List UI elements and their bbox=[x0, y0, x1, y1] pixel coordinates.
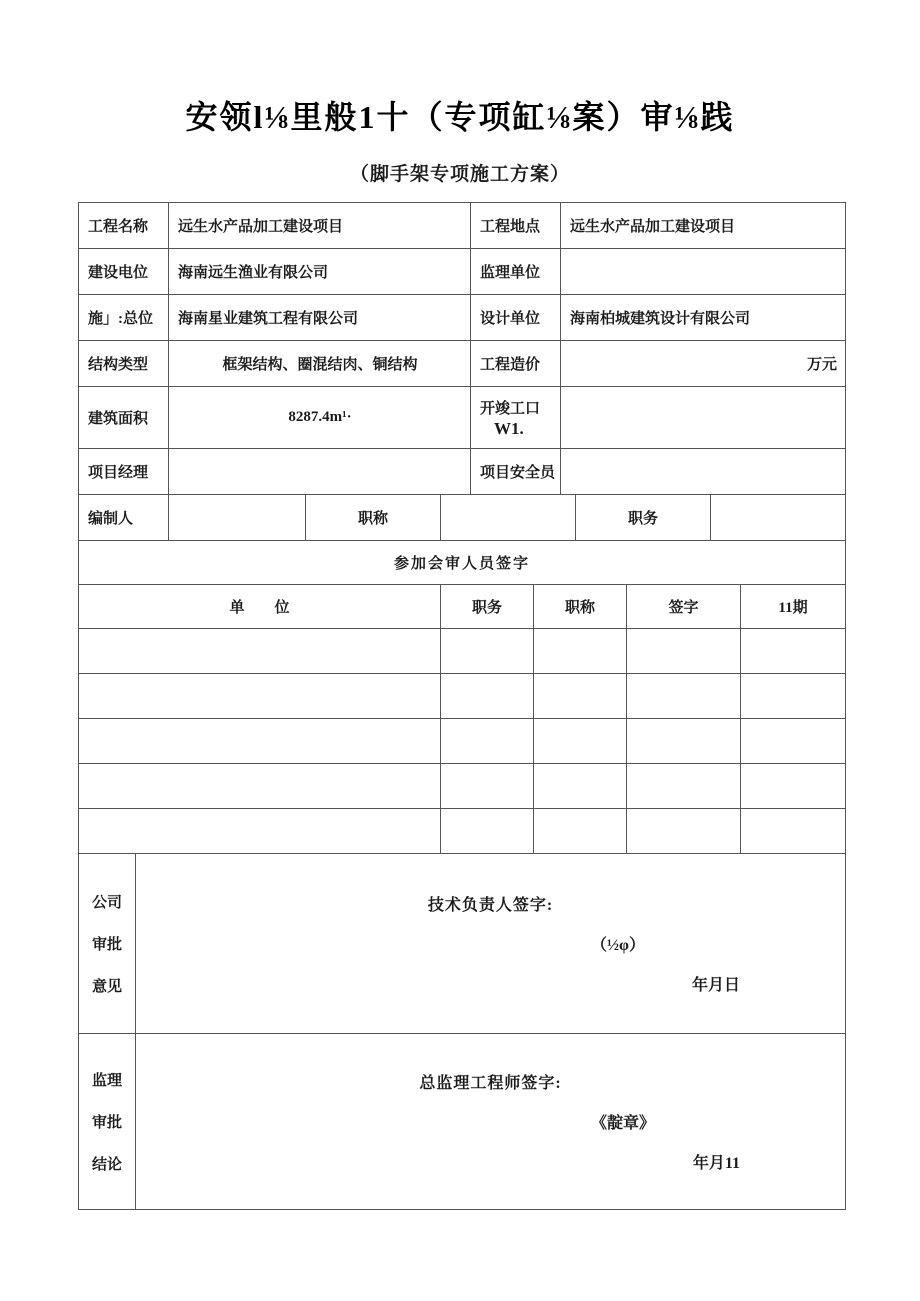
signer-date-cell bbox=[741, 674, 846, 719]
field-value-project-location: 远生水产品加工建设项目 bbox=[561, 203, 846, 249]
signer-duty-cell bbox=[441, 674, 534, 719]
supervisor-seal-placeholder: 《靛章》 bbox=[591, 1115, 656, 1133]
field-label-owner: 建设电位 bbox=[79, 249, 169, 295]
signers-section-title: 参加会审人员签字 bbox=[79, 541, 846, 585]
field-value-supervision-unit bbox=[561, 249, 846, 295]
signer-signature-cell bbox=[627, 809, 741, 854]
field-value-duty bbox=[711, 495, 846, 541]
signer-title-cell bbox=[534, 764, 627, 809]
column-header-unit: 单 位 bbox=[79, 585, 441, 629]
column-header-duty: 职务 bbox=[441, 585, 534, 629]
table-row bbox=[79, 541, 846, 585]
signer-signature-cell bbox=[627, 674, 741, 719]
label-line: 审批 bbox=[91, 1115, 122, 1132]
field-label-structure-type: 结构类型 bbox=[79, 341, 169, 387]
field-value-safety-officer bbox=[561, 449, 846, 495]
table-row bbox=[79, 249, 846, 295]
signer-row bbox=[79, 629, 846, 674]
field-value-title bbox=[441, 495, 576, 541]
field-label-project-cost: 工程造价 bbox=[471, 341, 561, 387]
signer-duty-cell bbox=[441, 809, 534, 854]
field-label-supervision-unit: 监理单位 bbox=[471, 249, 561, 295]
field-label-project-manager: 项目经理 bbox=[79, 449, 169, 495]
field-label-project-location: 工程地点 bbox=[471, 203, 561, 249]
signer-duty-cell bbox=[441, 764, 534, 809]
supervisor-conclusion-stack bbox=[136, 1070, 845, 1173]
signer-date-cell bbox=[741, 764, 846, 809]
signer-title-cell bbox=[534, 719, 627, 764]
company-approval-table bbox=[78, 853, 846, 1034]
company-approval-content bbox=[136, 854, 846, 1034]
field-label-contractor: 施」:总位 bbox=[79, 295, 169, 341]
table-row bbox=[79, 449, 846, 495]
signer-title-cell bbox=[534, 809, 627, 854]
field-value-project-cost: 万元 bbox=[561, 341, 846, 387]
signer-signature-cell bbox=[627, 629, 741, 674]
project-info-table bbox=[78, 202, 846, 495]
field-value-contractor: 海南星业建筑工程有限公司 bbox=[169, 295, 471, 341]
label-line: 公司 bbox=[91, 895, 122, 912]
label-line: 审批 bbox=[91, 937, 122, 954]
company-approval-label bbox=[79, 854, 136, 1034]
company-approval-stack bbox=[136, 892, 845, 995]
signers-table bbox=[78, 584, 846, 854]
signer-row bbox=[79, 674, 846, 719]
signer-duty-cell bbox=[441, 719, 534, 764]
signer-unit-cell bbox=[79, 674, 441, 719]
table-row bbox=[79, 495, 846, 541]
table-row bbox=[79, 387, 846, 449]
signer-row bbox=[79, 809, 846, 854]
column-header-signature: 签字 bbox=[627, 585, 741, 629]
field-label-project-name: 工程名称 bbox=[79, 203, 169, 249]
table-row bbox=[79, 854, 846, 1034]
field-value-owner: 海南远生渔业有限公司 bbox=[169, 249, 471, 295]
supervisor-conclusion-table bbox=[78, 1033, 846, 1210]
supervisor-conclusion-label bbox=[79, 1034, 136, 1210]
technical-director-signature-label: 技术负责人签字: bbox=[427, 897, 554, 915]
signer-row bbox=[79, 764, 846, 809]
compiler-table bbox=[78, 494, 846, 541]
field-value-design-unit: 海南柏城建筑设计有限公司 bbox=[561, 295, 846, 341]
field-label-safety-officer: 项目安全员 bbox=[471, 449, 561, 495]
signer-duty-cell bbox=[441, 629, 534, 674]
company-date-placeholder: 年月日 bbox=[691, 977, 740, 995]
signer-date-cell bbox=[741, 629, 846, 674]
table-row bbox=[79, 1034, 846, 1210]
signer-signature-cell bbox=[627, 764, 741, 809]
signer-unit-cell bbox=[79, 809, 441, 854]
field-label-start-finish-date bbox=[471, 387, 561, 449]
field-label-duty: 职务 bbox=[576, 495, 711, 541]
signer-unit-cell bbox=[79, 719, 441, 764]
supervisor-conclusion-content bbox=[136, 1034, 846, 1210]
signer-signature-cell bbox=[627, 719, 741, 764]
signer-title-cell bbox=[534, 674, 627, 719]
label-line: 监理 bbox=[91, 1073, 122, 1090]
field-value-project-name: 远生水产品加工建设项目 bbox=[169, 203, 471, 249]
signer-row bbox=[79, 719, 846, 764]
start-finish-label-line1: 开竣工口 bbox=[480, 400, 541, 417]
field-value-structure-type: 框架结构、圈混结肉、铜结构 bbox=[169, 341, 471, 387]
document-title: 安领l⅛里般1十（专项缸⅛案）审⅛践 bbox=[185, 99, 735, 135]
field-label-design-unit: 设计单位 bbox=[471, 295, 561, 341]
signer-unit-cell bbox=[79, 629, 441, 674]
chief-supervisor-signature-label: 总监理工程师签字: bbox=[419, 1075, 562, 1093]
field-value-start-finish-date bbox=[561, 387, 846, 449]
field-value-project-manager bbox=[169, 449, 471, 495]
company-approval-label-stack bbox=[79, 891, 135, 996]
signer-title-cell bbox=[534, 629, 627, 674]
field-value-compiler bbox=[169, 495, 306, 541]
supervisor-date-placeholder: 年月11 bbox=[692, 1155, 740, 1173]
table-row bbox=[79, 203, 846, 249]
field-label-compiler: 编制人 bbox=[79, 495, 169, 541]
column-header-title: 职称 bbox=[534, 585, 627, 629]
field-value-building-area: 8287.4m¹· bbox=[169, 387, 471, 449]
signers-header-row bbox=[79, 585, 846, 629]
field-label-title: 职称 bbox=[306, 495, 441, 541]
field-label-building-area: 建筑面积 bbox=[79, 387, 169, 449]
start-finish-label-line2: W1. bbox=[494, 418, 524, 438]
document-subtitle: （脚手架专项施工方案） bbox=[349, 164, 570, 186]
column-header-date: 11期 bbox=[741, 585, 846, 629]
signers-header-table bbox=[78, 540, 846, 585]
signer-date-cell bbox=[741, 809, 846, 854]
supervisor-conclusion-label-stack bbox=[79, 1069, 135, 1174]
table-row bbox=[79, 295, 846, 341]
label-line: 结论 bbox=[91, 1157, 122, 1174]
table-row bbox=[79, 341, 846, 387]
signer-unit-cell bbox=[79, 764, 441, 809]
company-seal-placeholder: （½φ） bbox=[591, 937, 645, 955]
label-line: 意见 bbox=[91, 979, 122, 996]
signer-date-cell bbox=[741, 719, 846, 764]
